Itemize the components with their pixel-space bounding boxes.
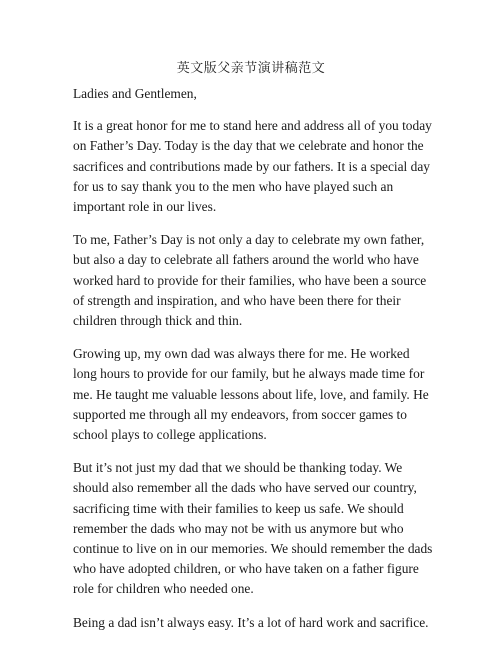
paragraph-4: But it’s not just my dad that we should be thanking today. We should also remember all the dads who have served our country, sacrificing time with their families to keep us safe. We should remember the dads who may not be with us anymore but who continue to live on in our memories. We should remember the dads who have adopted children, or who have taken on a father figure role for children who needed one. (73, 460, 433, 597)
document-title: 英文版父亲节演讲稿范文 (176, 60, 326, 75)
paragraph-2: To me, Father’s Day is not only a day to celebrate my own father, but also a day to celebrate all fathers around the world who have worked hard to provide for their families, who have been a source of strength and inspiration, and who have been there for their children through thick and thin. (73, 232, 427, 329)
salutation: Ladies and Gentlemen, (73, 86, 197, 101)
paragraph-5: Being a dad isn’t always easy. It’s a lot of hard work and sacrifice. (73, 614, 429, 630)
paragraph-3: Growing up, my own dad was always there for me. He worked long hours to provide for our family, but he always made time for me. He taught me valuable lessons about life, love, and family. He supported me through all my endeavors, from soccer games to school plays to college applications. (73, 346, 429, 443)
paragraph-1: It is a great honor for me to stand here and address all of you today on Father’s Day. Today is the day that we celebrate and honor the sacrifices and contributions made by our fathers. It is a special day for us to say thank you to the men who have played such an important role in our lives. (73, 118, 432, 215)
document-body (73, 84, 435, 646)
